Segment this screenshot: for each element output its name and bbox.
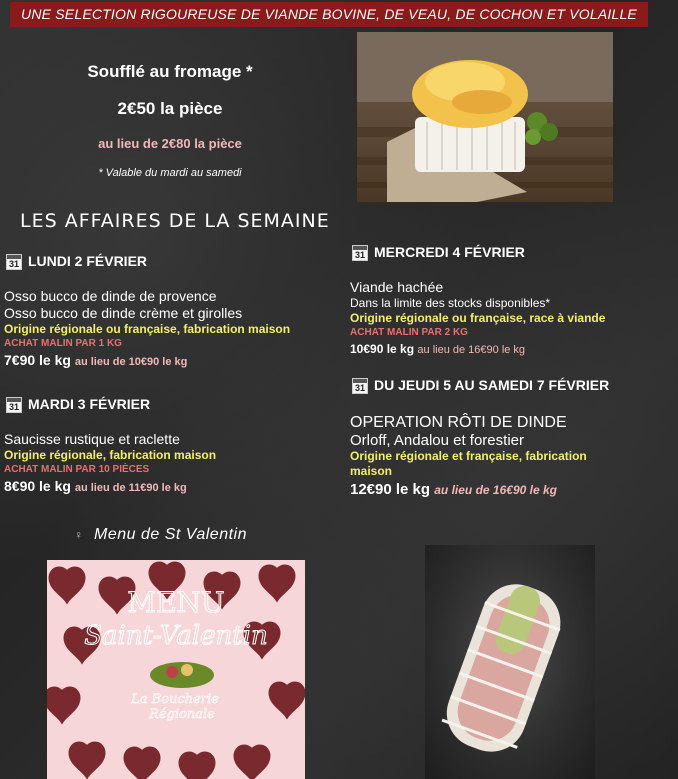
jeudi-block bbox=[350, 413, 676, 499]
calendar-icon: 31 bbox=[6, 254, 22, 270]
mardi-price-line bbox=[4, 477, 344, 497]
souffle-photo bbox=[357, 32, 613, 202]
jeudi-operation: OPERATION RÔTI DE DINDE bbox=[350, 414, 567, 431]
mardi-heading bbox=[6, 396, 150, 413]
mercredi-price: 10€90 le kg bbox=[350, 342, 415, 356]
mardi-block bbox=[4, 431, 344, 497]
lundi-old-price: au lieu de 10€90 le kg bbox=[74, 356, 188, 368]
jeudi-price-line bbox=[350, 481, 676, 499]
mardi-heading-text: MARDI 3 FÉVRIER bbox=[28, 396, 151, 412]
roti-photo bbox=[425, 545, 595, 779]
lightbulb-icon: ♀ bbox=[74, 528, 84, 542]
lundi-heading bbox=[6, 253, 147, 270]
section-title: LES AFFAIRES DE LA SEMAINE bbox=[20, 210, 330, 232]
jeudi-heading-text: DU JEUDI 5 AU SAMEDI 7 FÉVRIER bbox=[374, 377, 610, 393]
mardi-origin: Origine régionale, fabrication maison bbox=[4, 448, 217, 462]
logo-text-1: La Boucherie bbox=[131, 692, 219, 707]
mardi-achat: ACHAT MALIN PAR 10 PIÈCES bbox=[4, 464, 150, 475]
jeudi-price: 12€90 le kg bbox=[350, 481, 431, 498]
menu-word: MENU bbox=[127, 586, 225, 619]
mercredi-heading-text: MERCREDI 4 FÉVRIER bbox=[374, 244, 525, 260]
jeudi-origin-1: Origine régionale et française, fabrication bbox=[350, 449, 587, 463]
jeudi-variants: Orloff, Andalou et forestier bbox=[350, 432, 524, 449]
jeudi-heading bbox=[352, 377, 609, 394]
mercredi-old-price: au lieu de 16€90 le kg bbox=[417, 344, 526, 356]
lundi-product-1: Osso bucco de dinde de provence bbox=[4, 288, 217, 304]
calendar-icon: 31 bbox=[6, 397, 22, 413]
valentin-label-text: Menu de St Valentin bbox=[94, 526, 247, 543]
promo-price: 2€50 la pièce bbox=[117, 99, 223, 118]
calendar-icon: 31 bbox=[352, 245, 368, 261]
roti-illustration bbox=[425, 545, 595, 779]
lundi-price-line bbox=[4, 351, 344, 371]
souffle-illustration bbox=[357, 32, 613, 202]
mercredi-heading bbox=[352, 244, 525, 261]
lundi-origin: Origine régionale ou française, fabrication maison bbox=[4, 322, 291, 336]
jeudi-origin-2: maison bbox=[350, 464, 393, 478]
promo-note: * Valable du mardi au samedi bbox=[98, 167, 242, 179]
jeudi-old-price: au lieu de 16€90 le kg bbox=[434, 483, 557, 497]
calendar-icon: 31 bbox=[352, 378, 368, 394]
hearts-pattern bbox=[47, 560, 305, 779]
mardi-product: Saucisse rustique et raclette bbox=[4, 431, 180, 447]
top-banner: UNE SELECTION RIGOUREUSE DE VIANDE BOVINE, DE VEAU, DE COCHON ET VOLAILLE bbox=[10, 2, 648, 27]
mercredi-limit: Dans la limite des stocks disponibles* bbox=[350, 296, 551, 310]
mercredi-block bbox=[350, 279, 676, 359]
mercredi-achat: ACHAT MALIN PAR 2 KG bbox=[350, 327, 468, 338]
valentin-menu-card[interactable] bbox=[47, 560, 305, 779]
logo-text-2: Régionale bbox=[149, 707, 215, 722]
promo-old-price: au lieu de 2€80 la pièce bbox=[98, 136, 242, 151]
valentin-label bbox=[74, 526, 247, 544]
mercredi-origin: Origine régionale ou française, race à viande bbox=[350, 311, 606, 325]
lundi-achat: ACHAT MALIN PAR 1 KG bbox=[4, 338, 122, 349]
lundi-product-2: Osso bucco de dinde crème et girolles bbox=[4, 305, 243, 321]
lundi-price: 7€90 le kg bbox=[4, 352, 71, 368]
mercredi-product: Viande hachée bbox=[350, 279, 444, 295]
mardi-price: 8€90 le kg bbox=[4, 478, 71, 494]
lundi-block bbox=[4, 288, 344, 371]
promo-title: Soufflé au fromage * bbox=[87, 62, 253, 81]
mercredi-price-line bbox=[350, 340, 676, 359]
mardi-old-price: au lieu de 11€90 le kg bbox=[74, 482, 187, 494]
lundi-heading-text: LUNDI 2 FÉVRIER bbox=[28, 253, 148, 269]
saint-valentin-word: Saint-Valentin bbox=[84, 621, 268, 651]
